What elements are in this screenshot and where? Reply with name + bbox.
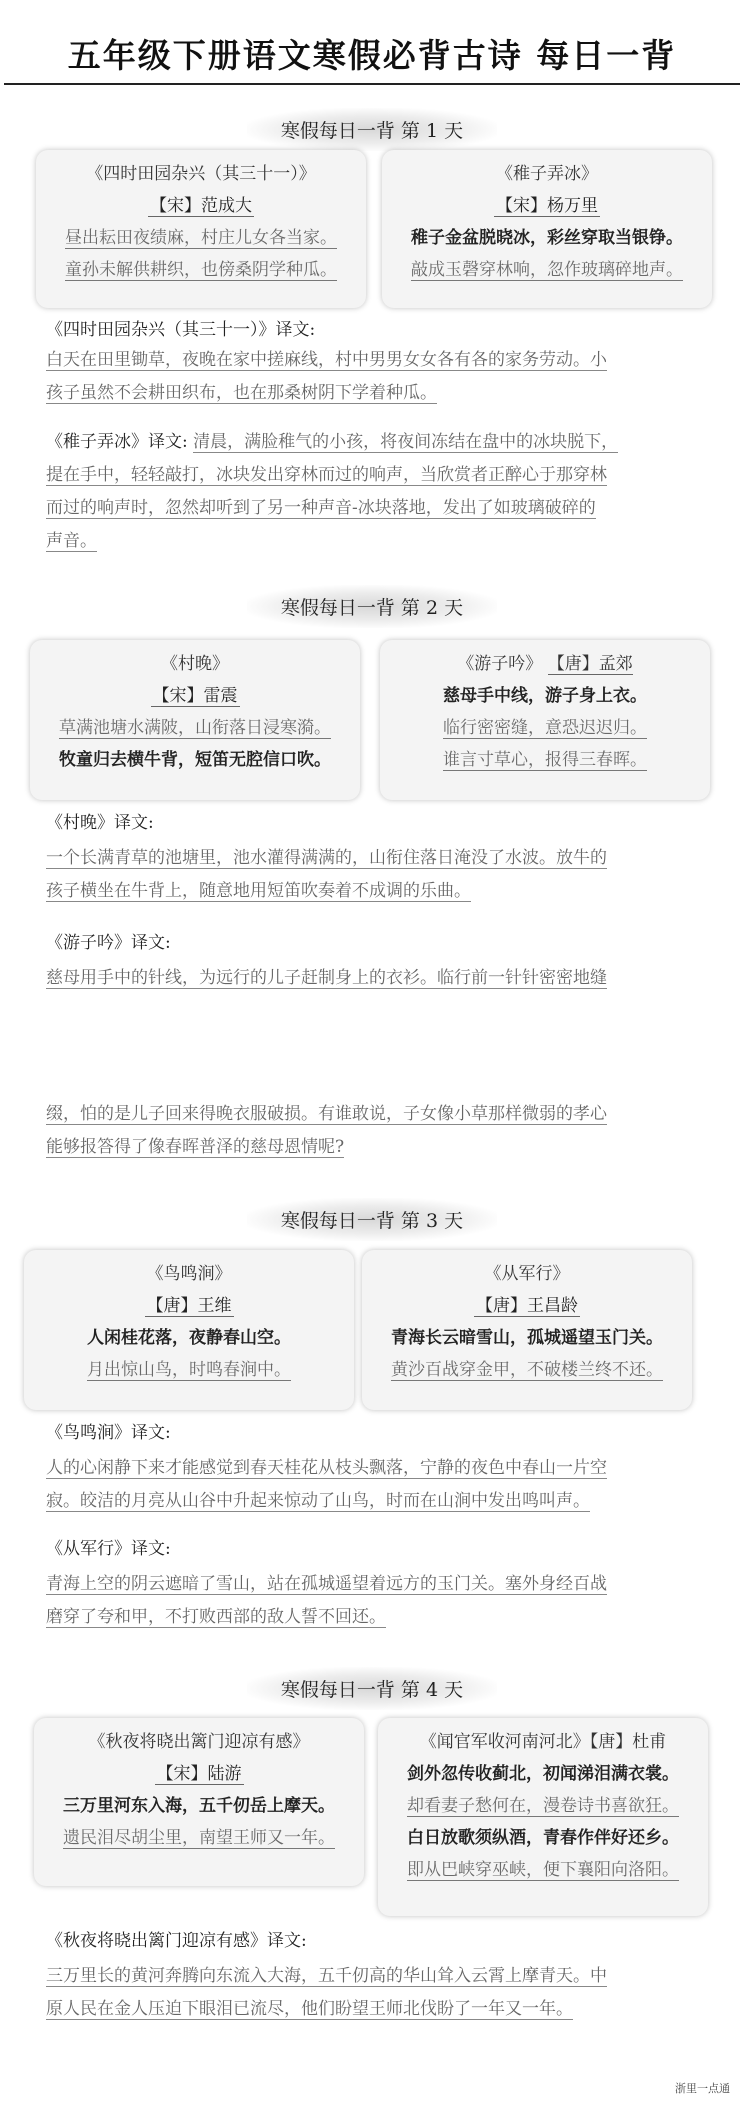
poem-author: 【宋】雷震 <box>152 686 238 706</box>
poem-card-qiuye <box>34 1718 364 1886</box>
poem-line: 月出惊山鸟，时鸣春涧中。 <box>87 1360 291 1380</box>
poem-author: 【宋】范成大 <box>150 196 252 216</box>
translation-label: 《四时田园杂兴（其三十一）》译文: <box>46 320 316 340</box>
day-1-heading: 寒假每日一背 第 1 天 <box>0 108 744 151</box>
poem-line: 慈母手中线，游子身上衣。 <box>443 686 647 706</box>
poem-line: 昼出耘田夜绩麻，村庄儿女各当家。 <box>65 228 337 248</box>
poem-line: 青海长云暗雪山，孤城遥望玉门关。 <box>391 1328 663 1348</box>
poem-title: 《闻官军收河南河北》【唐】杜甫 <box>419 1732 667 1752</box>
poem-author: 【宋】杨万里 <box>496 196 598 216</box>
poem-title: 《从军行》 <box>484 1264 570 1284</box>
translation-text: 三万里长的黄河奔腾向东流入大海，五千仞高的华山耸入云霄上摩青天。中 原人民在金人压迫下眼泪已流尽，他们盼望王师北伐盼了一年又一年。 <box>46 1966 607 2019</box>
poem-line: 遗民泪尽胡尘里，南望王师又一年。 <box>63 1828 335 1848</box>
translation-text: 慈母用手中的针线，为远行的儿子赶制身上的衣衫。临行前一针针密密地缝 <box>46 968 607 988</box>
poem-line: 临行密密缝，意恐迟迟归。 <box>443 718 647 738</box>
poem-card-congjunxing <box>362 1250 692 1410</box>
poem-author: 【唐】孟郊 <box>547 654 633 674</box>
poem-title: 《村晚》 <box>161 654 229 674</box>
poem-card-niaomingjian <box>24 1250 354 1410</box>
day-3-heading: 寒假每日一背 第 3 天 <box>0 1198 744 1241</box>
translation-label: 《稚子弄冰》译文: <box>46 432 188 452</box>
poem-line: 黄沙百战穿金甲，不破楼兰终不还。 <box>391 1360 663 1380</box>
poem-card-youziyin <box>380 640 710 800</box>
translation-text: 人的心闲静下来才能感觉到春天桂花从枝头飘落，宁静的夜色中春山一片空 寂。皎洁的月亮从山谷中升起来惊动了山鸟，时而在山涧中发出鸣叫声。 <box>46 1458 607 1511</box>
watermark-text: 浙里一点通 <box>675 2082 730 2095</box>
page-title: 五年级下册语文寒假必背古诗 每日一背 <box>67 36 677 75</box>
poem-title: 《稚子弄冰》 <box>496 164 598 184</box>
poem-card-zhizi <box>382 150 712 308</box>
poem-card-sitian <box>36 150 366 308</box>
translation-label: 《游子吟》译文: <box>46 933 171 953</box>
poem-line: 却看妻子愁何在，漫卷诗书喜欲狂。 <box>407 1796 679 1816</box>
poem-line: 谁言寸草心，报得三春晖。 <box>443 750 647 770</box>
translation-label: 《鸟鸣涧》译文: <box>46 1423 171 1443</box>
poem-line: 人闲桂花落，夜静春山空。 <box>87 1328 291 1348</box>
poem-title: 《四时田园杂兴（其三十一）》 <box>86 164 316 184</box>
poem-title: 《鸟鸣涧》 <box>146 1264 232 1284</box>
poem-author: 【宋】陆游 <box>156 1764 242 1784</box>
translation-text: 白天在田里锄草，夜晚在家中搓麻线，村中男男女女各有各的家务劳动。小 孩子虽然不会耕田织布，也在那桑树阴下学着种瓜。 <box>46 350 607 403</box>
translation-label: 《秋夜将晓出篱门迎凉有感》译文: <box>46 1931 307 1951</box>
poem-line: 牧童归去横牛背，短笛无腔信口吹。 <box>59 750 331 770</box>
translation-text: 缀，怕的是儿子回来得晚衣服破损。有谁敢说，子女像小草那样微弱的孝心 能够报答得了像春晖普泽的慈母恩情呢? <box>46 1104 607 1157</box>
poem-line: 即从巴峡穿巫峡，便下襄阳向洛阳。 <box>407 1860 679 1880</box>
poem-line: 剑外忽传收蓟北，初闻涕泪满衣裳。 <box>407 1764 679 1784</box>
day-4-heading: 寒假每日一背 第 4 天 <box>0 1667 744 1710</box>
translation-text: 青海上空的阴云遮暗了雪山，站在孤城遥望着远方的玉门关。塞外身经百战 磨穿了夸和甲，不打败西部的敌人誓不回还。 <box>46 1574 607 1627</box>
poem-line: 白日放歌须纵酒，青春作伴好还乡。 <box>407 1828 679 1848</box>
poem-author: 【唐】王维 <box>146 1296 232 1316</box>
title-divider <box>4 83 740 85</box>
translation-label: 《从军行》译文: <box>46 1539 171 1559</box>
poem-line: 三万里河东入海，五千仞岳上摩天。 <box>63 1796 335 1816</box>
poem-line: 草满池塘水满陂，山衔落日浸寒漪。 <box>59 718 331 738</box>
translation-label: 《村晚》译文: <box>46 813 154 833</box>
poem-line: 敲成玉磬穿林响，忽作玻璃碎地声。 <box>411 260 683 280</box>
poem-card-wenguanjun <box>378 1718 708 1916</box>
day-2-heading: 寒假每日一背 第 2 天 <box>0 585 744 628</box>
poem-title: 《游子吟》 【唐】孟郊 <box>457 654 633 674</box>
poem-line: 稚子金盆脱晓冰，彩丝穿取当银铮。 <box>411 228 683 248</box>
poem-title: 《秋夜将晓出篱门迎凉有感》 <box>88 1732 310 1752</box>
translation-text: 《稚子弄冰》译文: 清晨，满脸稚气的小孩，将夜间冻结在盘中的冰块脱下， 提在手中，轻轻敲打，冰块发出穿林而过的响声，当欣赏者正醉心于那穿林 而过的响声时，忽然却听到了另一种声音-冰块落地，发出了如玻璃破碎的 声音。 <box>46 432 619 551</box>
poem-author: 【唐】王昌龄 <box>476 1296 578 1316</box>
translation-text: 一个长满青草的池塘里，池水灌得满满的，山衔住落日淹没了水波。放牛的 孩子横坐在牛背上，随意地用短笛吹奏着不成调的乐曲。 <box>46 848 607 901</box>
poem-line: 童孙未解供耕织，也傍桑阴学种瓜。 <box>65 260 337 280</box>
poem-card-cunwan <box>30 640 360 800</box>
